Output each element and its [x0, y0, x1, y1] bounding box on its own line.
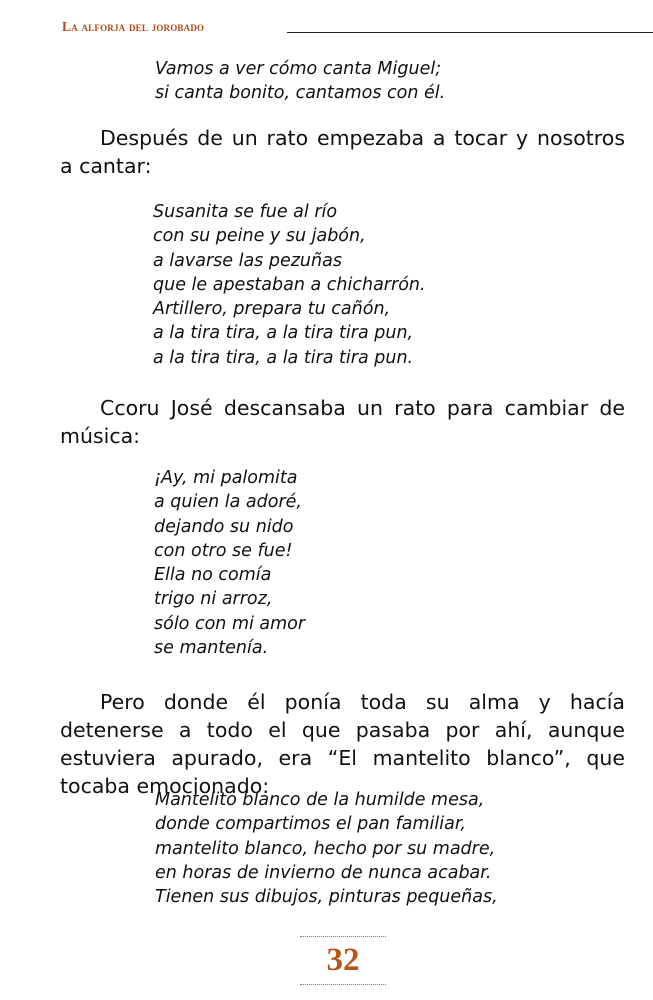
verse-block-1: [155, 57, 445, 106]
verse-line: en horas de invierno de nunca acabar.: [155, 862, 492, 883]
running-header: [0, 0, 653, 40]
verse-line: a la tira tira, a la tira tira pun.: [153, 347, 414, 368]
verse-line: se mantenía.: [154, 638, 269, 659]
verse-block-2: [153, 200, 426, 370]
verse-line: Susanita se fue al río: [153, 202, 338, 222]
verse-line: Ella no comía: [154, 565, 272, 586]
verse-line: Vamos a ver cómo canta Miguel;: [155, 59, 442, 79]
verse-line: dejando su nido: [154, 516, 294, 537]
verse-line: mantelito blanco, hecho por su madre,: [155, 838, 496, 859]
verse-line: Artillero, prepara tu cañón,: [153, 299, 391, 320]
verse-line: ¡Ay, mi palomita: [154, 468, 298, 488]
verse-line: si canta bonito, cantamos con él.: [155, 83, 446, 104]
header-rule: [287, 32, 653, 33]
verse-line: a quien la adoré,: [154, 492, 302, 513]
verse-line: Tienen sus dibujos, pinturas pequeñas,: [155, 887, 498, 908]
verse-line: trigo ni arroz,: [154, 589, 273, 610]
page-footer: [300, 935, 386, 987]
verse-line: Mantelito blanco de la humilde mesa,: [155, 790, 485, 810]
footer-ornament-rule-top: [300, 936, 386, 937]
footer-ornament-rule-bottom: [300, 984, 386, 985]
book-title-header: La alforja del jorobado: [62, 19, 205, 34]
verse-line: que le apestaban a chicharrón.: [153, 274, 426, 295]
verse-line: con su peine y su jabón,: [153, 226, 366, 247]
page-number: 32: [326, 942, 360, 978]
verse-block-4: [155, 788, 498, 909]
paragraph-3: Pero donde él ponía toda su alma y hacía detenerse a todo el que pasaba por ahí, aunque estuviera apurado, era “El mantelito blanco”, que tocaba emocionado:: [60, 690, 625, 798]
verse-line: a lavarse las pezuñas: [153, 250, 342, 271]
verse-line: con otro se fue!: [154, 540, 293, 561]
verse-block-3: [154, 466, 305, 660]
paragraph-2: Ccoru José descansaba un rato para cambiar de música:: [60, 396, 625, 448]
verse-line: a la tira tira, a la tira tira pun,: [153, 323, 414, 344]
verse-line: sólo con mi amor: [154, 613, 306, 634]
paragraph-1: Después de un rato empezaba a tocar y nosotros a cantar:: [60, 126, 625, 178]
verse-line: donde compartimos el pan familiar,: [155, 814, 466, 835]
